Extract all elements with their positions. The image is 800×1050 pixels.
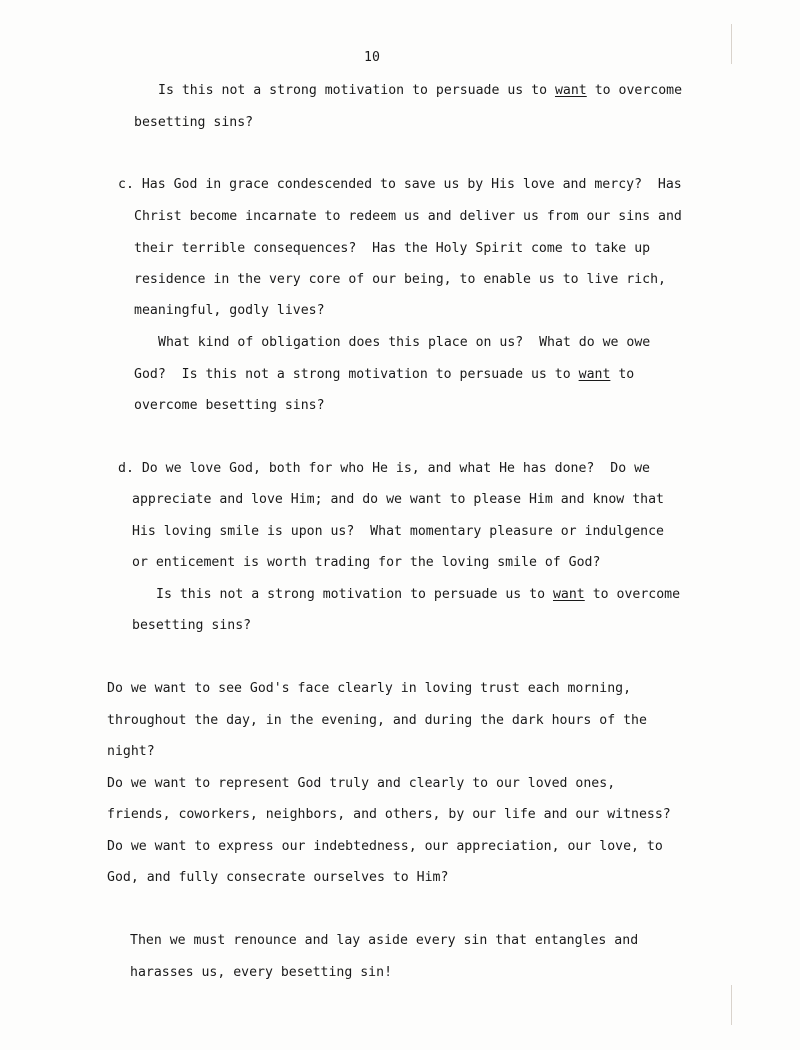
paragraph-line: night? xyxy=(107,744,155,759)
paragraph-line: Is this not a strong motivation to persuade us to want to overcome xyxy=(158,83,683,98)
scan-edge-mark xyxy=(731,985,732,1025)
paragraph-line: harasses us, every besetting sin! xyxy=(130,965,393,980)
paragraph-line: Then we must renounce and lay aside every sin that entangles and xyxy=(130,933,639,948)
paragraph-line: Do we want to express our indebtedness, our appreciation, our love, to xyxy=(107,839,663,854)
paragraph-line: Do we want to represent God truly and clearly to our loved ones, xyxy=(107,776,616,791)
paragraph-line: besetting sins? xyxy=(132,618,252,633)
paragraph-line: c. Has God in grace condescended to save us by His love and mercy? Has xyxy=(118,177,682,192)
emphasis-word: want xyxy=(552,587,585,602)
paragraph-line: their terrible consequences? Has the Holy Spirit come to take up xyxy=(134,241,651,256)
paragraph-line: residence in the very core of our being, to enable us to live rich, xyxy=(134,272,666,287)
paragraph-line: appreciate and love Him; and do we want to please Him and know that xyxy=(132,492,664,507)
paragraph-line: What kind of obligation does this place on us? What do we owe xyxy=(158,335,651,350)
paragraph-line: God, and fully consecrate ourselves to Him? xyxy=(107,870,449,885)
paragraph-line: friends, coworkers, neighbors, and others, by our life and our witness? xyxy=(107,807,671,822)
emphasis-word: want xyxy=(578,367,611,382)
paragraph-line: d. Do we love God, both for who He is, and what He has done? Do we xyxy=(118,461,650,476)
paragraph-line: besetting sins? xyxy=(134,115,254,130)
page-number: 10 xyxy=(364,50,380,65)
paragraph-line: Christ become incarnate to redeem us and deliver us from our sins and xyxy=(134,209,682,224)
paragraph-line: His loving smile is upon us? What momentary pleasure or indulgence xyxy=(132,524,664,539)
paragraph-line: throughout the day, in the evening, and during the dark hours of the xyxy=(107,713,647,728)
emphasis-word: want xyxy=(554,83,587,98)
paragraph-line: overcome besetting sins? xyxy=(134,398,325,413)
paragraph-line: Is this not a strong motivation to persuade us to want to overcome xyxy=(156,587,681,602)
paragraph-line: meaningful, godly lives? xyxy=(134,303,325,318)
paragraph-line: or enticement is worth trading for the loving smile of God? xyxy=(132,555,601,570)
paragraph-line: Do we want to see God's face clearly in loving trust each morning, xyxy=(107,681,632,696)
paragraph-line: God? Is this not a strong motivation to persuade us to want to xyxy=(134,367,635,382)
scan-edge-mark xyxy=(731,24,732,64)
